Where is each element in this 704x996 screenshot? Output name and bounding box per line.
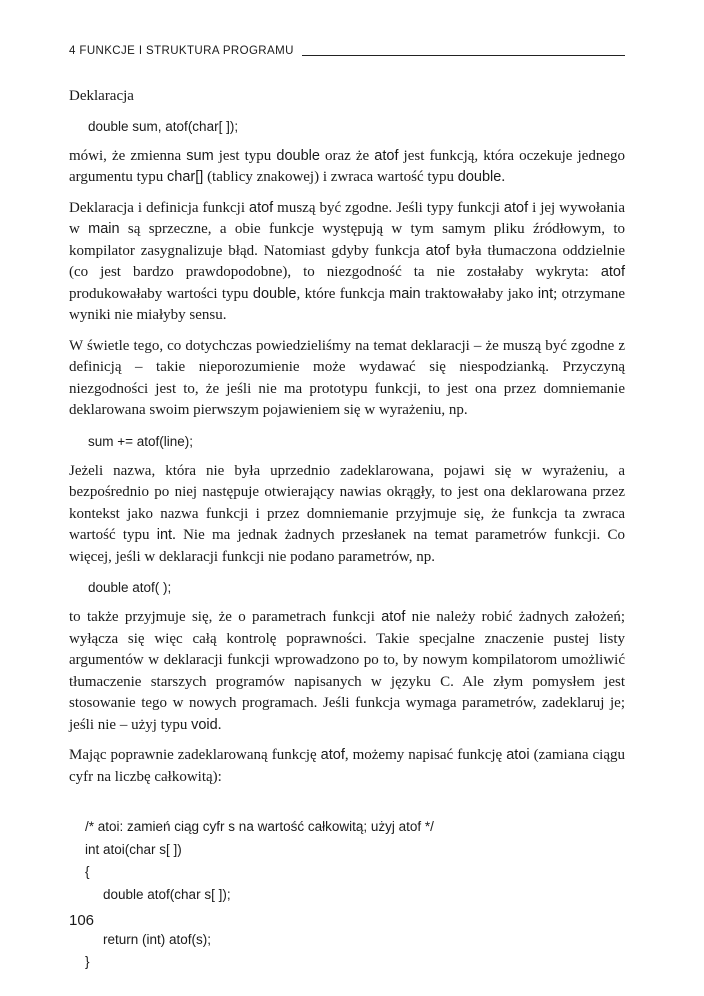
code-term: main [88,221,120,237]
code-term: void [191,716,218,733]
code-term: sum [186,147,214,164]
paragraph-4: W świetle tego, co dotychczas powiedzieliśmy na temat deklaracji – że muszą być zgodne z definicją – takie nieporozumienie może wydawać się niespodzianką. Przyczyną niezgodności jest to, że jeśli nie ma prototypu funkcji, to jest ona przez domniemanie deklarowana swoim pierwszym pojawieniem się w wyrażeniu, np. [69,337,625,418]
paragraph-1: Deklaracja [69,88,134,104]
code-declaration: double atof(char s[ ]); [103,886,231,902]
code-close-brace: } [85,954,90,969]
paragraph-5: Jeżeli nazwa, która nie była uprzednio zadeklarowana, pojawi się w wyrażeniu, a bezpośrednio po niej następuje otwierający nawias okrągły, to jest ona deklarowana przez kontekst jako nazwa funkcji i przez domniemanie przyjmuje się, że funkcja ta zwraca wartość typu int. Nie ma jednak żadnych przesłanek na temat parametrów funkcji. Co więcej, jeśli w deklaracji funkcji nie podano parametrów, np. [69,462,625,565]
running-header [69,44,625,58]
code-term: atof [425,242,450,259]
code-term: atoi [506,747,530,763]
code-line-1: double sum, atof(char[ ]); [88,118,239,134]
code-term: int [537,285,554,302]
header-title: 4 FUNKCJE I STRUKTURA PROGRAMU [69,45,294,57]
code-term: double [276,147,320,164]
page-number: 106 [69,912,95,929]
code-line-2: sum += atof(line); [88,433,194,449]
code-return: return (int) atof(s); [103,931,212,947]
code-term: atof [503,199,529,216]
paragraph-6: to także przyjmuje się, że o parametrach funkcji atof nie należy robić żadnych założeń; wyłącza się więc całą kontrolę poprawności. Takie specjalne znaczenie pustej listy argumentów w deklaracji funkcji wprowadzono po to, by nowym kompilatorom umożliwić tłumaczenie starszych programów napisanych w języku C. Ale złym pomysłem jest stosowanie tego w nowych programach. Jeśli funkcja wymaga parametrów, zadeklaruj je; jeśli nie – użyj typu void. [69,609,625,733]
code-term: atof [381,609,406,625]
code-term: atof [600,264,625,280]
code-term: atof [320,747,345,763]
code-line-3: double atof( ); [88,580,172,595]
code-listing [69,816,625,974]
code-comment: /* atoi: zamień ciąg cyfr s na wartość całkowitą; użyj atof */ [85,819,434,834]
code-signature: int atoi(char s[ ]) [85,841,182,857]
code-term: char[] [167,169,204,185]
code-term: atof [374,147,399,164]
code-term: int [156,527,173,543]
paragraph-2: mówi, że zmienna sum jest typu double oraz że atof jest funkcją, która oczekuje jednego argumentu typu char[] (tablicy znakowej) i zwraca wartość typu double. [69,147,625,185]
code-open-brace: { [85,864,90,879]
code-term: double [252,285,297,302]
paragraph-3: Deklaracja i definicja funkcji atof muszą być zgodne. Jeśli typy funkcji atof i jej wywołania w main są sprzeczne, a obie funkcje występują w tym samym pliku źródłowym, to kompilator zasygnalizuje błąd. Natomiast gdyby funkcja atof była tłumaczona oddzielnie (co jest bardzo prawdopodobne), to niezgodność ta nie zostałaby wykryta: atof produkowałaby wartości typu double, które funkcja main traktowałaby jako int; otrzymane wyniki nie miałyby sensu. [69,199,626,323]
paragraph-7: Mając poprawnie zadeklarowaną funkcję atof, możemy napisać funkcję atoi (zamiana ciągu cyfr na liczbę całkowitą): [69,747,626,785]
code-term: double [457,169,502,185]
page-content [69,86,625,974]
code-term: main [389,285,421,302]
code-term: atof [249,199,274,216]
code-blank-line [85,906,625,929]
header-rule [302,55,625,56]
